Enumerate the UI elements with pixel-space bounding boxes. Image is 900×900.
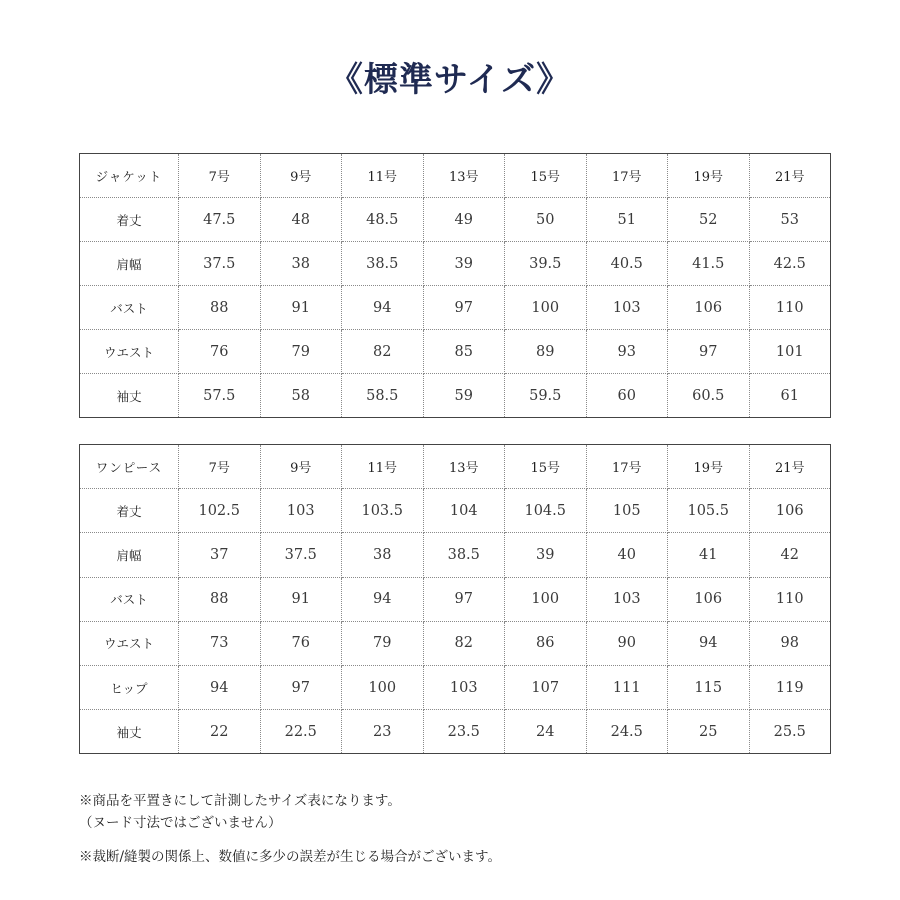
size-header-cell: 19号 — [668, 154, 750, 198]
measurement-value-cell: 91 — [260, 286, 342, 330]
measurement-value-cell: 48.5 — [342, 198, 424, 242]
table-row — [80, 621, 831, 665]
measurement-value-cell: 82 — [423, 621, 505, 665]
measurement-value-cell: 25.5 — [749, 710, 831, 754]
measurement-value-cell: 85 — [423, 330, 505, 374]
measurement-value-cell: 51 — [586, 198, 668, 242]
note-not-nude-size: （ヌード寸法ではございません） — [79, 815, 282, 831]
size-header-cell: 9号 — [260, 154, 342, 198]
measurement-value-cell: 100 — [342, 665, 424, 709]
measurement-value-cell: 37 — [179, 533, 261, 577]
measurement-value-cell: 106 — [668, 577, 750, 621]
measurement-value-cell: 94 — [179, 665, 261, 709]
measurement-label-cell: 着丈 — [80, 489, 179, 533]
measurement-label-cell: 袖丈 — [80, 710, 179, 754]
measurement-value-cell: 106 — [749, 489, 831, 533]
measurement-value-cell: 39 — [423, 242, 505, 286]
measurement-value-cell: 97 — [423, 286, 505, 330]
table-row — [80, 374, 831, 418]
measurement-value-cell: 76 — [179, 330, 261, 374]
table-row — [80, 710, 831, 754]
measurement-value-cell: 22 — [179, 710, 261, 754]
size-notes — [79, 790, 839, 868]
table-header-row — [80, 445, 831, 489]
measurement-value-cell: 119 — [749, 665, 831, 709]
measurement-value-cell: 107 — [505, 665, 587, 709]
size-header-cell: 21号 — [749, 154, 831, 198]
measurement-value-cell: 94 — [668, 621, 750, 665]
measurement-value-cell: 37.5 — [179, 242, 261, 286]
measurement-label-cell: ウエスト — [80, 621, 179, 665]
measurement-value-cell: 24.5 — [586, 710, 668, 754]
measurement-value-cell: 103 — [260, 489, 342, 533]
measurement-value-cell: 110 — [749, 286, 831, 330]
table-row — [80, 577, 831, 621]
note-measurement: ※商品を平置きにして計測したサイズ表になります。 — [79, 793, 401, 809]
measurement-value-cell: 88 — [179, 286, 261, 330]
table-title-cell: ジャケット — [80, 154, 179, 198]
measurement-value-cell: 40.5 — [586, 242, 668, 286]
measurement-value-cell: 94 — [342, 286, 424, 330]
measurement-value-cell: 97 — [668, 330, 750, 374]
size-header-cell: 19号 — [668, 445, 750, 489]
size-header-cell: 13号 — [423, 445, 505, 489]
table-row — [80, 533, 831, 577]
table-row — [80, 665, 831, 709]
measurement-value-cell: 23.5 — [423, 710, 505, 754]
measurement-value-cell: 38.5 — [423, 533, 505, 577]
measurement-value-cell: 25 — [668, 710, 750, 754]
table-row — [80, 242, 831, 286]
measurement-value-cell: 79 — [260, 330, 342, 374]
size-header-cell: 17号 — [586, 154, 668, 198]
table-row — [80, 286, 831, 330]
page-title: 《標準サイズ》 — [328, 60, 572, 100]
measurement-value-cell: 58 — [260, 374, 342, 418]
measurement-value-cell: 37.5 — [260, 533, 342, 577]
measurement-value-cell: 103.5 — [342, 489, 424, 533]
measurement-value-cell: 94 — [342, 577, 424, 621]
measurement-value-cell: 48 — [260, 198, 342, 242]
size-header-cell: 15号 — [505, 154, 587, 198]
measurement-label-cell: バスト — [80, 577, 179, 621]
measurement-label-cell: 袖丈 — [80, 374, 179, 418]
onepiece-size-table — [79, 444, 831, 754]
measurement-value-cell: 79 — [342, 621, 424, 665]
size-header-cell: 11号 — [342, 154, 424, 198]
measurement-value-cell: 38.5 — [342, 242, 424, 286]
measurement-value-cell: 82 — [342, 330, 424, 374]
measurement-value-cell: 97 — [423, 577, 505, 621]
measurement-label-cell: ウエスト — [80, 330, 179, 374]
measurement-value-cell: 106 — [668, 286, 750, 330]
measurement-value-cell: 76 — [260, 621, 342, 665]
measurement-value-cell: 103 — [423, 665, 505, 709]
size-header-cell: 15号 — [505, 445, 587, 489]
size-header-cell: 7号 — [179, 154, 261, 198]
measurement-value-cell: 39.5 — [505, 242, 587, 286]
measurement-value-cell: 42 — [749, 533, 831, 577]
measurement-value-cell: 50 — [505, 198, 587, 242]
measurement-value-cell: 49 — [423, 198, 505, 242]
measurement-value-cell: 53 — [749, 198, 831, 242]
measurement-value-cell: 52 — [668, 198, 750, 242]
measurement-value-cell: 60 — [586, 374, 668, 418]
measurement-value-cell: 24 — [505, 710, 587, 754]
measurement-label-cell: ヒップ — [80, 665, 179, 709]
measurement-value-cell: 89 — [505, 330, 587, 374]
size-header-cell: 17号 — [586, 445, 668, 489]
size-header-cell: 21号 — [749, 445, 831, 489]
measurement-value-cell: 42.5 — [749, 242, 831, 286]
table-row — [80, 198, 831, 242]
measurement-value-cell: 105.5 — [668, 489, 750, 533]
measurement-value-cell: 91 — [260, 577, 342, 621]
table-header-row — [80, 154, 831, 198]
measurement-value-cell: 90 — [586, 621, 668, 665]
measurement-value-cell: 101 — [749, 330, 831, 374]
measurement-label-cell: バスト — [80, 286, 179, 330]
table-title-cell: ワンピース — [80, 445, 179, 489]
measurement-value-cell: 40 — [586, 533, 668, 577]
measurement-value-cell: 104.5 — [505, 489, 587, 533]
measurement-value-cell: 100 — [505, 286, 587, 330]
measurement-value-cell: 115 — [668, 665, 750, 709]
size-header-cell: 9号 — [260, 445, 342, 489]
measurement-value-cell: 73 — [179, 621, 261, 665]
measurement-value-cell: 60.5 — [668, 374, 750, 418]
measurement-value-cell: 59.5 — [505, 374, 587, 418]
measurement-label-cell: 肩幅 — [80, 242, 179, 286]
measurement-value-cell: 41 — [668, 533, 750, 577]
measurement-value-cell: 47.5 — [179, 198, 261, 242]
measurement-value-cell: 103 — [586, 577, 668, 621]
measurement-value-cell: 104 — [423, 489, 505, 533]
measurement-value-cell: 103 — [586, 286, 668, 330]
measurement-value-cell: 88 — [179, 577, 261, 621]
measurement-value-cell: 110 — [749, 577, 831, 621]
measurement-value-cell: 86 — [505, 621, 587, 665]
measurement-value-cell: 105 — [586, 489, 668, 533]
measurement-value-cell: 59 — [423, 374, 505, 418]
measurement-value-cell: 23 — [342, 710, 424, 754]
note-tolerance: ※裁断/縫製の関係上、数値に多少の誤差が生じる場合がございます。 — [79, 849, 501, 865]
measurement-value-cell: 61 — [749, 374, 831, 418]
jacket-size-table — [79, 153, 831, 418]
measurement-value-cell: 93 — [586, 330, 668, 374]
size-header-cell: 13号 — [423, 154, 505, 198]
measurement-value-cell: 38 — [342, 533, 424, 577]
table-row — [80, 489, 831, 533]
measurement-label-cell: 肩幅 — [80, 533, 179, 577]
measurement-value-cell: 98 — [749, 621, 831, 665]
size-header-cell: 7号 — [179, 445, 261, 489]
measurement-value-cell: 39 — [505, 533, 587, 577]
measurement-value-cell: 100 — [505, 577, 587, 621]
measurement-value-cell: 38 — [260, 242, 342, 286]
table-row — [80, 330, 831, 374]
measurement-value-cell: 97 — [260, 665, 342, 709]
measurement-value-cell: 41.5 — [668, 242, 750, 286]
measurement-value-cell: 57.5 — [179, 374, 261, 418]
measurement-value-cell: 22.5 — [260, 710, 342, 754]
measurement-value-cell: 111 — [586, 665, 668, 709]
measurement-label-cell: 着丈 — [80, 198, 179, 242]
size-header-cell: 11号 — [342, 445, 424, 489]
measurement-value-cell: 102.5 — [179, 489, 261, 533]
measurement-value-cell: 58.5 — [342, 374, 424, 418]
